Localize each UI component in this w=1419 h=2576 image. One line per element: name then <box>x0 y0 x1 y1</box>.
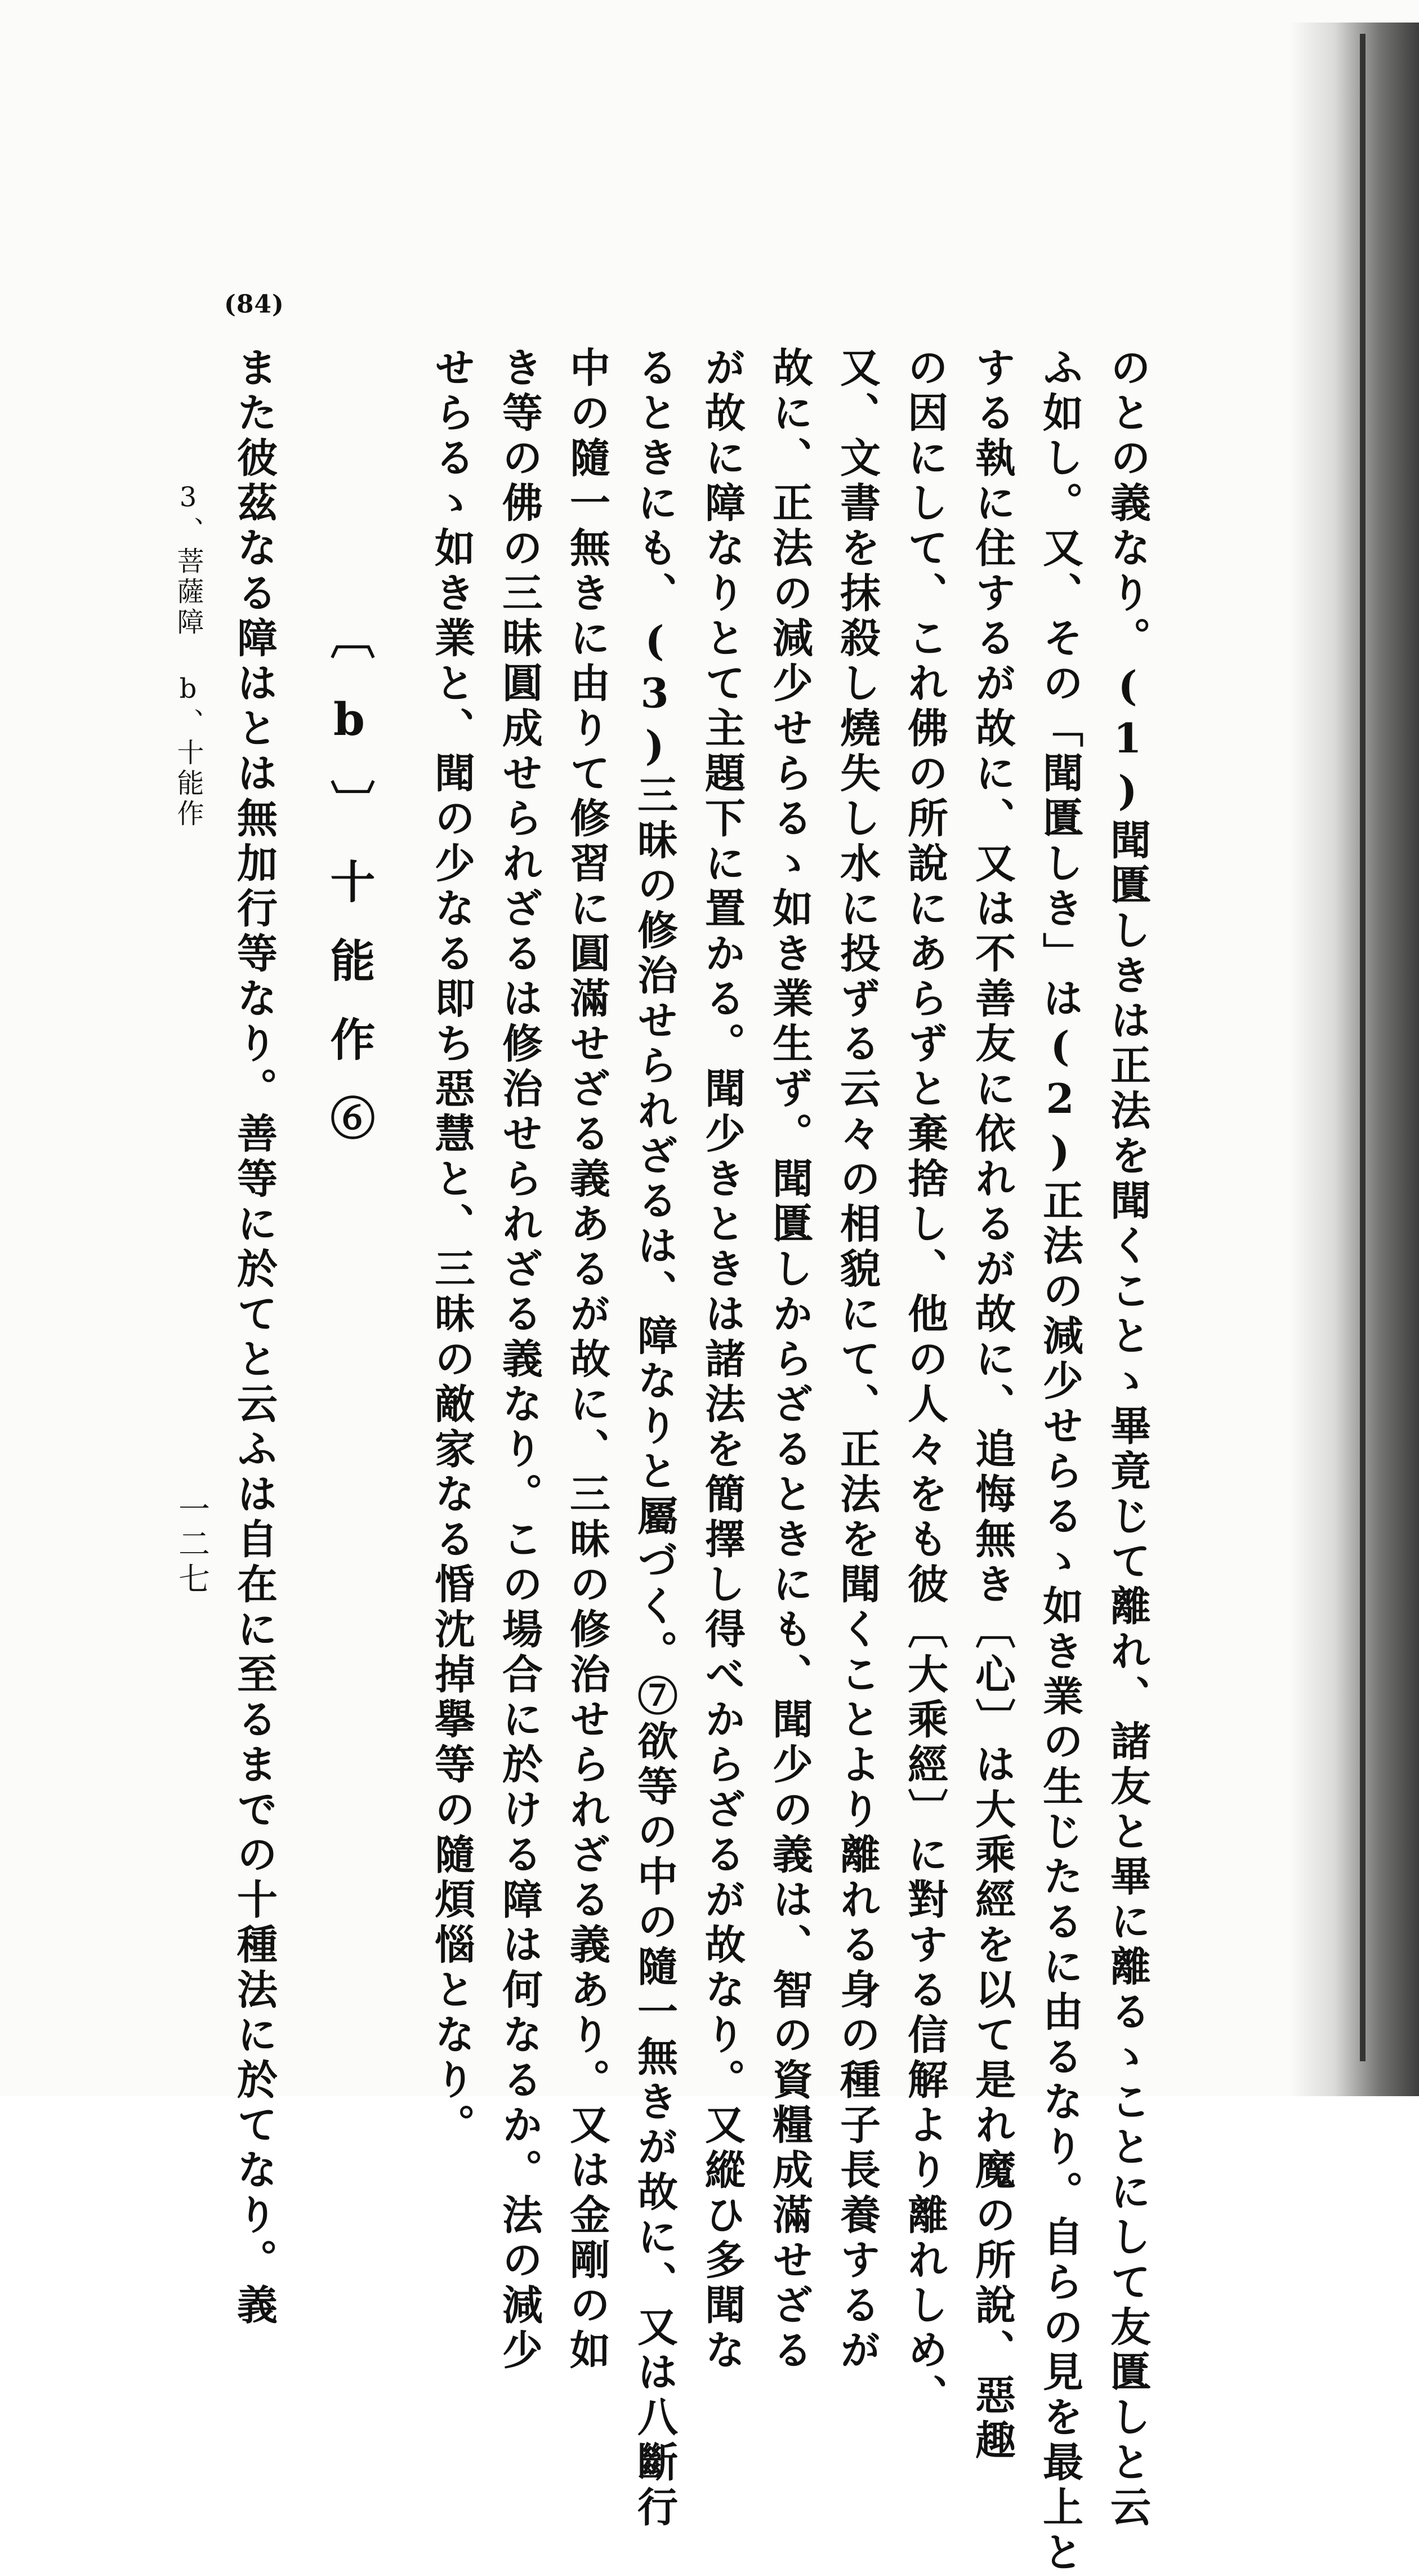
text-column-12: また彼茲なる障はとは無加行等なり。善等に於てと云ふは自在に至るまでの十種法に於てなり。義 <box>230 346 278 2329</box>
text-column-7: が故に障なりとて主題下に置かる。聞少きときは諸法を簡擇し得べからざるが故なり。又縱ひ多聞な <box>698 346 746 2374</box>
text-column-4: の因にして、これ佛の所說にあらずと棄捨し、他の人々をも彼〔大乘經〕に對する信解より離れしめ、 <box>901 346 949 2419</box>
page-folio: 一二七 <box>173 1492 210 1597</box>
text-column-9: 中の隨一無きに由りて修習に圓滿せざる義あるが故に、三昧の修治せられざる義あり。又は金剛の如 <box>563 346 611 2374</box>
page-number-tag: (84) <box>224 290 284 319</box>
text-column-10: き等の佛の三昧圓成せられざるは修治せられざる義なり。この場合に於ける障は何なるか。法の減少 <box>496 346 543 2374</box>
binding-edge-line <box>1360 34 1366 2061</box>
section-heading: 〔b〕十能作⑥ <box>323 614 376 1174</box>
running-head: 3、菩薩障 b、十能作 <box>172 482 204 830</box>
text-column-11: せらるゝ如き業と、聞の少なる即ち惡慧と、三昧の敵家なる惛沈掉擧等の隨煩惱となり。 <box>428 346 476 2149</box>
text-column-1: のとの義なり。(1)聞匱しきは正法を聞くことゝ畢竟じて離れ、諸友と畢に離るゝことにして友匱しと云 <box>1104 346 1152 2531</box>
text-column-5: 又、文書を抹殺し燒失し水に投ずる云々の相貌にて、正法を聞くことより離れる身の種子長養するが <box>833 346 881 2374</box>
text-column-2: ふ如し。又、その「聞匱しき」は(2)正法の減少せらるゝ如き業の生じたるに由るなり。自らの見を最上と <box>1036 346 1084 2576</box>
text-column-6: 故に、正法の減少せらるゝ如き業生ず。聞匱しからざるときにも、聞少の義は、智の資糧成滿せざる <box>766 346 814 2374</box>
text-column-3: する執に住するが故に、又は不善友に依れるが故に、追悔無き〔心〕は大乘經を以て是れ魔の所說、惡趣 <box>969 346 1016 2464</box>
binding-shadow <box>1289 23 1419 2096</box>
text-column-8: るときにも、(3)三昧の修治せられざるは、障なりと屬づく。⑦欲等の中の隨一無きが故に、又は八斷行 <box>631 346 679 2531</box>
